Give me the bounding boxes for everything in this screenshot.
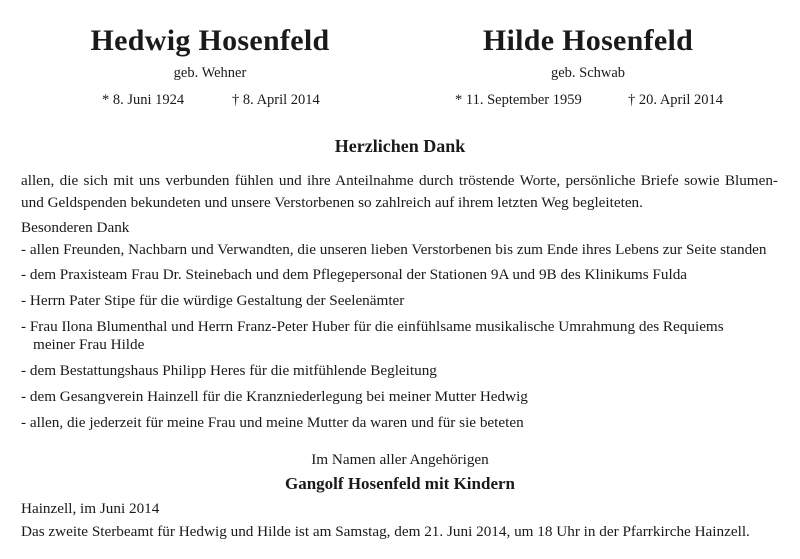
right-person-name: Hilde Hosenfeld — [482, 24, 694, 57]
signature: Gangolf Hosenfeld mit Kindern — [285, 474, 515, 493]
footer-note: Das zweite Sterbeamt für Hedwig und Hilde ist am Samstag, dem 21. Juni 2014, um 18 Uhr in der Pfarrkirche Hainzell. — [21, 523, 750, 540]
left-person-name: Hedwig Hosenfeld — [90, 24, 330, 57]
thanks-list-item: - allen Freunden, Nachbarn und Verwandten, die unseren lieben Verstorbenen bis zum Ende ihres Lebens zur Seite standen — [21, 241, 767, 258]
thanks-list-item: - Herrn Pater Stipe für die würdige Gestaltung der Seelenämter — [21, 292, 405, 309]
thanks-list-item: - allen, die jederzeit für meine Frau und meine Mutter da waren und für sie beteten — [21, 414, 524, 431]
on-behalf-line: Im Namen aller Angehörigen — [311, 451, 489, 468]
right-person-birth-date: * 11. September 1959 — [455, 92, 582, 108]
thanks-list-item: - dem Bestattungshaus Philipp Heres für die mitfühlende Begleitung — [21, 362, 437, 379]
right-person-death-date: † 20. April 2014 — [628, 92, 724, 108]
left-person-birth-date: * 8. Juni 1924 — [102, 92, 185, 108]
thanks-list-item: - dem Gesangverein Hainzell für die Kranzniederlegung bei meiner Mutter Hedwig — [21, 388, 528, 405]
thanks-heading: Herzlichen Dank — [334, 136, 466, 156]
thanks-list-item: - Frau Ilona Blumenthal und Herrn Franz-Peter Huber für die einfühlsame musikalische Umrahmung des Requiems — [21, 318, 724, 335]
place-date: Hainzell, im Juni 2014 — [21, 500, 160, 517]
intro-paragraph: allen, die sich mit uns verbunden fühlen und ihre Anteilnahme durch tröstende Worte, persönliche Briefe sowie Blumen- und Geldspenden bekundeten und unsere Verstorbenen so zahlreich auf ihrem letzten Weg begleiteten. — [21, 172, 778, 211]
thanks-list-item: - dem Praxisteam Frau Dr. Steinebach und dem Pflegepersonal der Stationen 9A und 9B des Klinikums Fulda — [21, 266, 688, 283]
thanks-list-item-continuation: meiner Frau Hilde — [33, 336, 145, 353]
left-person-death-date: † 8. April 2014 — [232, 92, 320, 108]
left-person-maiden-name: geb. Wehner — [173, 65, 247, 81]
right-person-maiden-name: geb. Schwab — [550, 65, 626, 81]
special-thanks-label: Besonderen Dank — [21, 219, 130, 236]
